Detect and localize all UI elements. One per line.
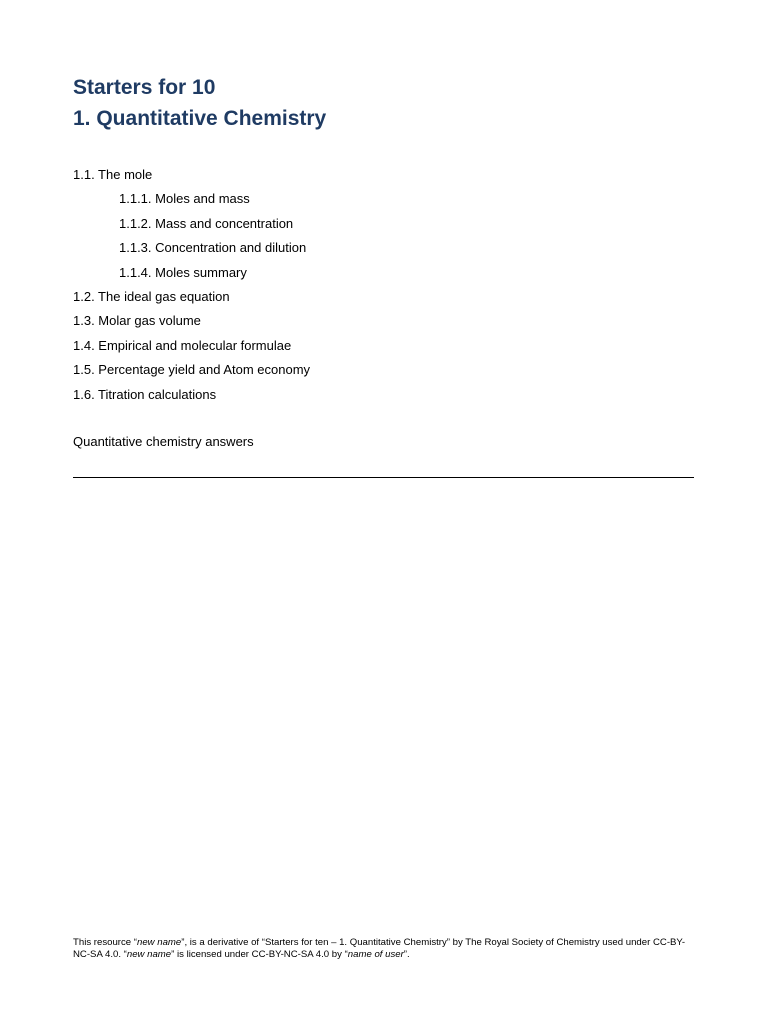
toc-item-1-1-1[interactable]: 1.1.1. Moles and mass bbox=[119, 191, 250, 207]
footer-new-name-2: new name bbox=[126, 949, 172, 960]
toc-item-answers[interactable]: Quantitative chemistry answers bbox=[73, 434, 254, 449]
horizontal-divider bbox=[73, 477, 694, 478]
footer-text-2: ”, is a derivative of “Starters for ten – 1. Quantitative Chemistry” by The Royal Society of Chemistry used under CC-BY-NC-SA 4.0. “ bbox=[73, 937, 686, 960]
toc-item-1-6[interactable]: 1.6. Titration calculations bbox=[73, 386, 217, 402]
toc-item-1-1-3[interactable]: 1.1.3. Concentration and dilution bbox=[119, 240, 307, 256]
footer-text-4: ”. bbox=[403, 949, 410, 960]
footer-user-name: name of user bbox=[347, 949, 404, 960]
toc-item-1-2[interactable]: 1.2. The ideal gas equation bbox=[73, 288, 230, 304]
toc-item-1-1-4[interactable]: 1.1.4. Moles summary bbox=[119, 264, 247, 280]
page-title: Starters for 10 bbox=[73, 76, 216, 99]
footer-new-name-1: new name bbox=[136, 937, 182, 948]
page-subtitle: 1. Quantitative Chemistry bbox=[73, 107, 327, 130]
toc-item-1-4[interactable]: 1.4. Empirical and molecular formulae bbox=[73, 337, 292, 353]
table-of-contents bbox=[73, 166, 693, 410]
license-footer bbox=[73, 937, 698, 961]
footer-text-1: This resource “ bbox=[73, 937, 137, 948]
toc-item-1-1-2[interactable]: 1.1.2. Mass and concentration bbox=[119, 215, 294, 231]
toc-item-1-5[interactable]: 1.5. Percentage yield and Atom economy bbox=[73, 362, 311, 378]
toc-item-1-3[interactable]: 1.3. Molar gas volume bbox=[73, 313, 201, 329]
toc-item-1-1[interactable]: 1.1. The mole bbox=[73, 167, 153, 182]
footer-text-3: ” is licensed under CC-BY-NC-SA 4.0 by “ bbox=[171, 949, 348, 960]
